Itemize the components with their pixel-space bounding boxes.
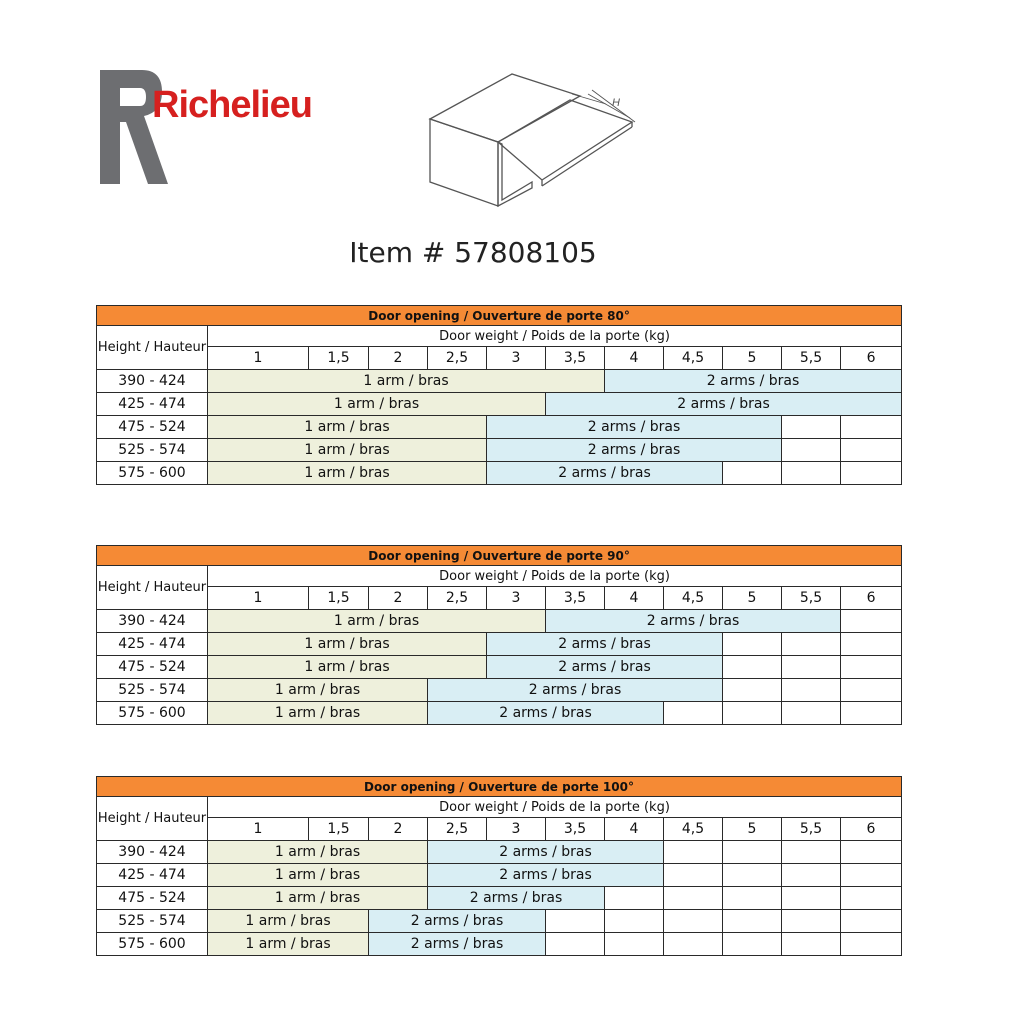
one-arm-cell: 1 arm / bras: [208, 610, 546, 633]
weight-value: 5: [723, 818, 782, 841]
empty-cell: [723, 864, 782, 887]
table-row: [97, 610, 902, 633]
table-row: [97, 439, 902, 462]
empty-cell: [782, 462, 841, 485]
table-row: [97, 887, 902, 910]
weight-value: 4: [605, 818, 664, 841]
height-label: Height / Hauteur: [97, 326, 208, 370]
empty-cell: [841, 610, 902, 633]
empty-cell: [841, 679, 902, 702]
weight-value: 1: [208, 587, 309, 610]
weight-value: 1,5: [309, 587, 369, 610]
empty-cell: [782, 439, 841, 462]
table-row: [97, 841, 902, 864]
weights-row: [97, 818, 902, 841]
height-range: 425 - 474: [97, 393, 208, 416]
one-arm-cell: 1 arm / bras: [208, 439, 487, 462]
weight-value: 4,5: [664, 818, 723, 841]
weight-value: 1,5: [309, 818, 369, 841]
empty-cell: [723, 462, 782, 485]
weight-value: 5,5: [782, 587, 841, 610]
empty-cell: [664, 841, 723, 864]
weight-value: 2,5: [428, 587, 487, 610]
weight-value: 2: [369, 347, 428, 370]
weight-value: 5,5: [782, 347, 841, 370]
one-arm-cell: 1 arm / bras: [208, 370, 605, 393]
height-range: 525 - 574: [97, 910, 208, 933]
cabinet-door-diagram: [420, 64, 650, 214]
weight-value: 3,5: [546, 818, 605, 841]
table-title: Door opening / Ouverture de porte 80°: [97, 306, 902, 326]
height-range: 425 - 474: [97, 633, 208, 656]
weight-value: 1: [208, 347, 309, 370]
weight-value: 5,5: [782, 818, 841, 841]
weight-value: 2,5: [428, 818, 487, 841]
weight-value: 6: [841, 818, 902, 841]
weight-value: 3: [487, 818, 546, 841]
empty-cell: [841, 633, 902, 656]
richelieu-logo: [98, 66, 328, 191]
two-arms-cell: 2 arms / bras: [369, 910, 546, 933]
weight-value: 5: [723, 587, 782, 610]
empty-cell: [841, 887, 902, 910]
two-arms-cell: 2 arms / bras: [546, 393, 902, 416]
door-table-90: [96, 545, 902, 725]
empty-cell: [841, 416, 902, 439]
empty-cell: [841, 462, 902, 485]
table-row: [97, 393, 902, 416]
height-range: 475 - 524: [97, 416, 208, 439]
two-arms-cell: 2 arms / bras: [487, 633, 723, 656]
empty-cell: [546, 933, 605, 956]
one-arm-cell: 1 arm / bras: [208, 633, 487, 656]
weight-value: 1,5: [309, 347, 369, 370]
empty-cell: [664, 887, 723, 910]
height-label: Height / Hauteur: [97, 797, 208, 841]
height-range: 575 - 600: [97, 933, 208, 956]
height-label: Height / Hauteur: [97, 566, 208, 610]
empty-cell: [782, 841, 841, 864]
empty-cell: [723, 702, 782, 725]
empty-cell: [723, 679, 782, 702]
door-table-80: [96, 305, 902, 485]
one-arm-cell: 1 arm / bras: [208, 462, 487, 485]
weight-value: 4: [605, 347, 664, 370]
height-range: 475 - 524: [97, 887, 208, 910]
two-arms-cell: 2 arms / bras: [487, 462, 723, 485]
empty-cell: [605, 887, 664, 910]
empty-cell: [841, 656, 902, 679]
empty-cell: [782, 633, 841, 656]
empty-cell: [782, 702, 841, 725]
empty-cell: [723, 841, 782, 864]
empty-cell: [841, 933, 902, 956]
dimension-label: H: [612, 97, 620, 109]
empty-cell: [664, 933, 723, 956]
empty-cell: [664, 910, 723, 933]
empty-cell: [841, 439, 902, 462]
table-row: [97, 416, 902, 439]
height-range: 390 - 424: [97, 370, 208, 393]
two-arms-cell: 2 arms / bras: [428, 702, 664, 725]
weight-value: 3: [487, 587, 546, 610]
two-arms-cell: 2 arms / bras: [487, 656, 723, 679]
two-arms-cell: 2 arms / bras: [487, 439, 782, 462]
weight-value: 4,5: [664, 347, 723, 370]
table-title: Door opening / Ouverture de porte 90°: [97, 546, 902, 566]
weight-value: 4,5: [664, 587, 723, 610]
one-arm-cell: 1 arm / bras: [208, 910, 369, 933]
empty-cell: [723, 633, 782, 656]
one-arm-cell: 1 arm / bras: [208, 864, 428, 887]
empty-cell: [723, 933, 782, 956]
two-arms-cell: 2 arms / bras: [428, 887, 605, 910]
empty-cell: [605, 910, 664, 933]
one-arm-cell: 1 arm / bras: [208, 393, 546, 416]
table-row: [97, 656, 902, 679]
two-arms-cell: 2 arms / bras: [487, 416, 782, 439]
table-row: [97, 933, 902, 956]
table-row: [97, 370, 902, 393]
empty-cell: [841, 702, 902, 725]
height-range: 525 - 574: [97, 679, 208, 702]
weights-row: [97, 587, 902, 610]
weight-value: 5: [723, 347, 782, 370]
empty-cell: [605, 933, 664, 956]
empty-cell: [664, 702, 723, 725]
table-row: [97, 462, 902, 485]
weight-value: 3,5: [546, 587, 605, 610]
weight-value: 6: [841, 347, 902, 370]
one-arm-cell: 1 arm / bras: [208, 656, 487, 679]
weight-header-row: [97, 326, 902, 347]
height-range: 575 - 600: [97, 702, 208, 725]
empty-cell: [723, 910, 782, 933]
weight-label: Door weight / Poids de la porte (kg): [208, 797, 902, 818]
two-arms-cell: 2 arms / bras: [428, 841, 664, 864]
empty-cell: [782, 864, 841, 887]
two-arms-cell: 2 arms / bras: [428, 679, 723, 702]
empty-cell: [782, 416, 841, 439]
weight-value: 2,5: [428, 347, 487, 370]
one-arm-cell: 1 arm / bras: [208, 933, 369, 956]
table-title-row: [97, 777, 902, 797]
weight-value: 1: [208, 818, 309, 841]
one-arm-cell: 1 arm / bras: [208, 416, 487, 439]
brand-name: Richelieu: [152, 84, 312, 126]
two-arms-cell: 2 arms / bras: [369, 933, 546, 956]
height-range: 425 - 474: [97, 864, 208, 887]
empty-cell: [841, 841, 902, 864]
height-range: 390 - 424: [97, 610, 208, 633]
empty-cell: [664, 864, 723, 887]
two-arms-cell: 2 arms / bras: [605, 370, 902, 393]
item-title: Item # 57808105: [349, 236, 597, 269]
table-title: Door opening / Ouverture de porte 100°: [97, 777, 902, 797]
one-arm-cell: 1 arm / bras: [208, 702, 428, 725]
height-range: 575 - 600: [97, 462, 208, 485]
weight-value: 4: [605, 587, 664, 610]
table-row: [97, 910, 902, 933]
weight-value: 2: [369, 587, 428, 610]
two-arms-cell: 2 arms / bras: [546, 610, 841, 633]
table-row: [97, 864, 902, 887]
table-row: [97, 679, 902, 702]
table-row: [97, 633, 902, 656]
height-range: 390 - 424: [97, 841, 208, 864]
weight-header-row: [97, 566, 902, 587]
weight-value: 3,5: [546, 347, 605, 370]
weight-value: 2: [369, 818, 428, 841]
empty-cell: [841, 910, 902, 933]
empty-cell: [782, 887, 841, 910]
weights-row: [97, 347, 902, 370]
table-row: [97, 702, 902, 725]
height-range: 475 - 524: [97, 656, 208, 679]
empty-cell: [782, 910, 841, 933]
weight-label: Door weight / Poids de la porte (kg): [208, 326, 902, 347]
weight-header-row: [97, 797, 902, 818]
empty-cell: [782, 933, 841, 956]
one-arm-cell: 1 arm / bras: [208, 679, 428, 702]
weight-value: 6: [841, 587, 902, 610]
one-arm-cell: 1 arm / bras: [208, 841, 428, 864]
empty-cell: [723, 656, 782, 679]
door-table-100: [96, 776, 902, 956]
empty-cell: [723, 887, 782, 910]
empty-cell: [782, 679, 841, 702]
table-title-row: [97, 546, 902, 566]
weight-value: 3: [487, 347, 546, 370]
table-title-row: [97, 306, 902, 326]
empty-cell: [841, 864, 902, 887]
weight-label: Door weight / Poids de la porte (kg): [208, 566, 902, 587]
empty-cell: [782, 656, 841, 679]
two-arms-cell: 2 arms / bras: [428, 864, 664, 887]
height-range: 525 - 574: [97, 439, 208, 462]
one-arm-cell: 1 arm / bras: [208, 887, 428, 910]
empty-cell: [546, 910, 605, 933]
